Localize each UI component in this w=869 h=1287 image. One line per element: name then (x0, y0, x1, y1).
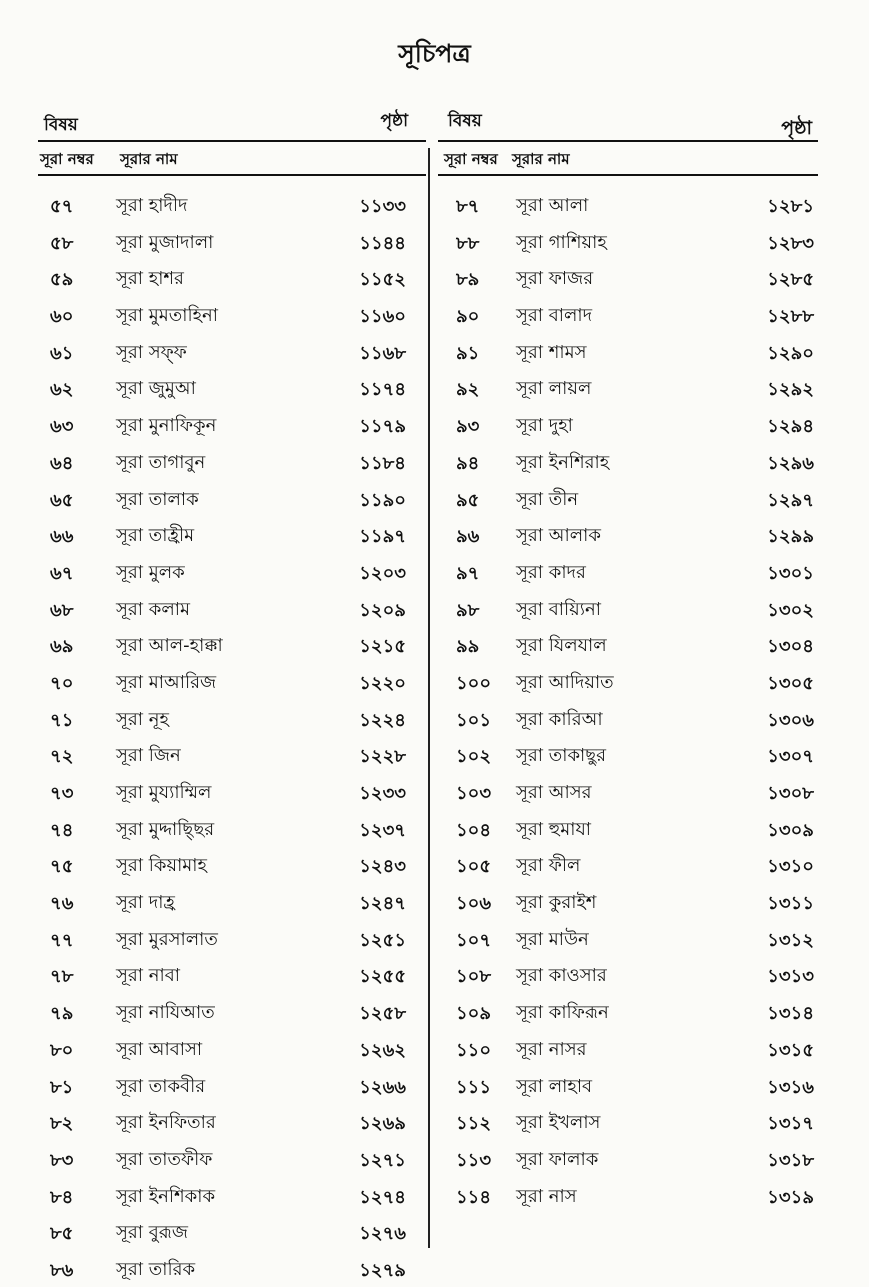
page-number: ১২৭৬ (359, 1223, 406, 1245)
header-page: পৃষ্ঠা (781, 117, 812, 139)
toc-entry (438, 223, 818, 260)
page-number: ১১৯০ (359, 489, 406, 511)
left-column (38, 102, 426, 1287)
page-number: ১২২৪ (359, 709, 406, 731)
page-number: ১৩০৬ (767, 709, 814, 731)
surah-name: সূরা তাকাছুর (516, 745, 607, 767)
surah-name: সূরা গাশিয়াহ (516, 231, 607, 253)
header-page: পৃষ্ঠা (380, 111, 408, 131)
toc-entry (438, 626, 818, 663)
surah-name: সূরা সফ্ফ (116, 341, 187, 363)
toc-entry (38, 590, 426, 627)
surah-name: সূরা কাফিরূন (516, 1002, 609, 1024)
toc-entry (38, 993, 426, 1030)
toc-entry (438, 296, 818, 333)
page-number: ১২৬২ (359, 1039, 406, 1061)
toc-entry (438, 1103, 818, 1140)
surah-number: ৫৯ (50, 269, 74, 291)
surah-name: সূরা ইনশিকাক (116, 1185, 216, 1207)
surah-number: ৬৫ (50, 489, 74, 511)
surah-number: ৭৯ (50, 1003, 74, 1025)
surah-number: ১০৫ (456, 856, 492, 878)
toc-entry (438, 480, 818, 517)
page-number: ১২০৯ (359, 599, 406, 621)
toc-entry (438, 663, 818, 700)
toc-entry (38, 883, 426, 920)
surah-name: সূরা তাগাবুন (116, 451, 206, 473)
page-number: ১৩০২ (767, 599, 814, 621)
toc-entry (38, 846, 426, 883)
page-number: ১২৯০ (767, 342, 814, 364)
surah-number: ৬৪ (50, 452, 74, 474)
surah-number: ৬১ (50, 342, 74, 364)
toc-entry (38, 1103, 426, 1140)
surah-number: ৯৩ (456, 416, 480, 438)
page-number: ১৩১০ (767, 856, 814, 878)
surah-name: সূরা জুমুআ (116, 378, 196, 400)
page-number: ১২৪৩ (359, 856, 406, 878)
toc-entry (438, 443, 818, 480)
page-number: ১৩০৮ (767, 783, 814, 804)
surah-number: ৭৩ (50, 783, 74, 804)
surah-number: ৭৫ (50, 856, 74, 878)
surah-name: সূরা বায়্যিনা (516, 598, 601, 620)
surah-number: ১০২ (456, 746, 492, 768)
surah-name: সূরা আল-হাক্কা (116, 635, 223, 657)
surah-number: ১১২ (456, 1113, 492, 1135)
subheader-rule (438, 174, 818, 176)
page-number: ১২৯৯ (767, 526, 814, 548)
surah-number: ৭৬ (50, 893, 74, 915)
page-number: ১১৭৪ (359, 379, 406, 401)
surah-name: সূরা লাহাব (516, 1075, 593, 1097)
page-number: ১২৭৪ (359, 1186, 406, 1208)
surah-number: ৯১ (456, 342, 480, 364)
page-number: ১২৯২ (767, 379, 814, 401)
surah-number: ৬০ (50, 306, 74, 328)
toc-entry (438, 333, 818, 370)
page-title: সূচিপত্র (398, 39, 471, 68)
surah-name: সূরা আবাসা (116, 1038, 203, 1060)
surah-name: সূরা ইনফিতার (116, 1112, 216, 1134)
surah-number: ৭৮ (50, 966, 74, 988)
toc-entry (38, 956, 426, 993)
surah-name: সূরা কাদর (516, 561, 586, 583)
surah-name: সূরা কাওসার (516, 965, 607, 987)
page-number: ১২২৮ (359, 746, 406, 768)
toc-entry (38, 700, 426, 737)
surah-name: সূরা তাকবীর (116, 1075, 206, 1097)
toc-entry (438, 1067, 818, 1104)
page-number: ১৩১৫ (767, 1039, 814, 1061)
surah-number: ৯০ (456, 306, 480, 328)
toc-entry (438, 956, 818, 993)
surah-name: সূরা হাদীদ (116, 195, 188, 216)
page-number: ১২৩৭ (359, 819, 406, 841)
surah-name: সূরা ইনশিরাহ (516, 451, 610, 473)
surah-number: ৮৩ (50, 1149, 74, 1171)
page-number: ১৩১৮ (767, 1149, 814, 1171)
page-number: ১৩০৫ (767, 672, 814, 694)
surah-name: সূরা মুদ্দাছ্ছির (116, 818, 215, 840)
page-number: ১১৬০ (359, 306, 406, 328)
page-number: ১২১৫ (359, 636, 406, 658)
surah-number: ৯৬ (456, 526, 480, 548)
page-number: ১৩১২ (767, 929, 814, 951)
toc-entry (38, 443, 426, 480)
page-number: ১২৮৩ (767, 232, 814, 254)
surah-number: ৮৭ (456, 196, 480, 217)
page-number: ১২৩৩ (359, 783, 406, 804)
surah-name: সূরা মুমতাহিনা (116, 305, 219, 327)
toc-entry (38, 516, 426, 553)
page-number: ১৩১৩ (767, 966, 814, 988)
toc-entry (38, 480, 426, 517)
surah-name: সূরা কুরাইশ (516, 892, 597, 914)
surah-number: ৭২ (50, 746, 74, 768)
surah-number: ৭৭ (50, 929, 74, 951)
page-number: ১২৪৭ (359, 893, 406, 915)
surah-number: ১১৩ (456, 1149, 492, 1171)
page-number: ১১৪৪ (359, 232, 406, 254)
surah-name: সূরা নাসর (516, 1038, 587, 1060)
header-subject: বিষয় (448, 111, 482, 131)
subheader-row (438, 142, 818, 174)
page-number: ১২৯৬ (767, 452, 814, 474)
toc-entry (38, 186, 426, 223)
page-number: ১২৫৮ (359, 1003, 406, 1025)
header-row (38, 102, 426, 140)
surah-name: সূরা আলা (516, 195, 589, 216)
toc-entry (438, 810, 818, 847)
surah-number: ৬৯ (50, 636, 74, 658)
subheader-number: সূরা নম্বর (40, 150, 94, 168)
page-number: ১২৭১ (359, 1149, 406, 1171)
toc-entry (438, 1177, 818, 1214)
surah-number: ১০৩ (456, 783, 492, 804)
surah-number: ৬৮ (50, 599, 74, 621)
page-number: ১২০৩ (359, 562, 406, 584)
toc-entry (438, 406, 818, 443)
toc-entry (438, 553, 818, 590)
page-number: ১২৬৯ (359, 1113, 406, 1135)
page-number: ১১৩৩ (359, 196, 406, 217)
toc-entry (38, 223, 426, 260)
toc-entry (438, 590, 818, 627)
surah-number: ৯৮ (456, 599, 480, 621)
page-number: ১১৮৪ (359, 452, 406, 474)
surah-name: সূরা জিন (116, 745, 181, 767)
surah-number: ৯৪ (456, 452, 480, 474)
surah-number: ১০৬ (456, 893, 492, 915)
surah-name: সূরা ফাজর (516, 268, 594, 290)
page-number: ১৩১১ (767, 893, 814, 915)
surah-number: ৬৭ (50, 562, 74, 584)
surah-number: ৬৬ (50, 526, 74, 548)
surah-number: ৭১ (50, 709, 74, 731)
subheader-rule (38, 174, 426, 176)
surah-number: ১০৪ (456, 819, 492, 841)
page-number: ১২২০ (359, 672, 406, 694)
toc-entry (38, 259, 426, 296)
surah-name: সূরা তীন (516, 488, 579, 510)
surah-number: ৮৯ (456, 269, 480, 291)
page-number: ১৩১৭ (767, 1113, 814, 1135)
surah-name: সূরা আদিয়াত (516, 671, 614, 693)
toc-entry (38, 773, 426, 810)
subheader-row (38, 142, 426, 174)
toc-entry (438, 700, 818, 737)
surah-name: সূরা বুরূজ (116, 1222, 188, 1244)
surah-name: সূরা হুমাযা (516, 818, 592, 840)
surah-name: সূরা মাআরিজ (116, 671, 217, 693)
page-number: ১১৬৮ (359, 342, 406, 364)
entry-list (438, 186, 818, 1213)
page-number: ১২৫৫ (359, 966, 406, 988)
surah-name: সূরা আসর (516, 782, 592, 803)
surah-name: সূরা দাহ্র (116, 892, 175, 914)
surah-number: ৮১ (50, 1076, 74, 1098)
toc-entry (438, 920, 818, 957)
surah-number: ১০৮ (456, 966, 492, 988)
surah-number: ৯৯ (456, 636, 480, 658)
subheader-name: সূরার নাম (120, 150, 178, 168)
surah-number: ১০৭ (456, 929, 492, 951)
surah-name: সূরা নাবা (116, 965, 180, 987)
page-number: ১৩০১ (767, 562, 814, 584)
page-number: ১২৬৬ (359, 1076, 406, 1098)
toc-entry (38, 1030, 426, 1067)
surah-name: সূরা কিয়ামাহ (116, 855, 207, 877)
toc-entry (38, 736, 426, 773)
surah-name: সূরা মাউন (516, 928, 589, 950)
page-number: ১১৯৭ (359, 526, 406, 548)
page-number: ১২৯৪ (767, 416, 814, 438)
surah-name: সূরা নাস (516, 1185, 577, 1207)
toc-entry (38, 406, 426, 443)
subheader-name: সূরার নাম (512, 150, 570, 168)
surah-number: ৯২ (456, 379, 480, 401)
column-divider (428, 148, 430, 1248)
toc-entry (38, 1213, 426, 1250)
toc-entry (438, 883, 818, 920)
page-number: ১৩১৬ (767, 1076, 814, 1098)
page-number: ১২৮৫ (767, 269, 814, 291)
surah-name: সূরা কলাম (116, 598, 190, 620)
surah-number: ১১৪ (456, 1186, 492, 1208)
surah-name: সূরা তারিক (116, 1258, 196, 1280)
surah-name: সূরা তাতফীফ (116, 1148, 213, 1170)
toc-entry (38, 333, 426, 370)
surah-number: ৯৭ (456, 562, 480, 584)
toc-entry (38, 1140, 426, 1177)
toc-entry (38, 920, 426, 957)
toc-entry (438, 516, 818, 553)
page-number: ১২৫১ (359, 929, 406, 951)
page-number: ১২৮১ (767, 196, 814, 217)
header-subject: বিষয় (44, 115, 78, 135)
surah-name: সূরা ইখলাস (516, 1112, 601, 1134)
surah-name: সূরা কারিআ (516, 708, 603, 730)
toc-entry (38, 1177, 426, 1214)
right-column (438, 102, 818, 1213)
surah-name: সূরা আলাক (516, 525, 601, 547)
page-number: ১৩১৯ (767, 1186, 814, 1208)
surah-number: ৮০ (50, 1039, 74, 1061)
page-number: ১৩০৯ (767, 819, 814, 841)
surah-number: ৮৬ (50, 1259, 74, 1281)
toc-entry (438, 773, 818, 810)
surah-name: সূরা লায়ল (516, 378, 592, 400)
toc-entry (438, 736, 818, 773)
surah-number: ৭০ (50, 672, 74, 694)
page-number: ১২৯৭ (767, 489, 814, 511)
entry-list (38, 186, 426, 1287)
surah-name: সূরা মুনাফিকূন (116, 415, 217, 437)
page-number: ১২৮৮ (767, 306, 814, 328)
surah-number: ৮৮ (456, 232, 480, 254)
surah-number: ৮৫ (50, 1223, 74, 1245)
page-number: ১২৭৯ (359, 1259, 406, 1281)
surah-name: সূরা মুজাদালা (116, 231, 214, 253)
toc-entry (438, 1140, 818, 1177)
surah-number: ৬৩ (50, 416, 74, 438)
toc-entry (38, 810, 426, 847)
toc-entry (38, 296, 426, 333)
toc-entry (438, 993, 818, 1030)
surah-name: সূরা দুহা (516, 415, 573, 437)
surah-number: ১০১ (456, 709, 492, 731)
header-row (438, 102, 818, 140)
toc-entry (38, 663, 426, 700)
toc-entry (438, 1030, 818, 1067)
toc-entry (438, 846, 818, 883)
page-number: ১১৫২ (359, 269, 406, 291)
surah-name: সূরা ফীল (516, 855, 581, 877)
page-number: ১৩০৭ (767, 746, 814, 768)
surah-name: সূরা হাশর (116, 268, 184, 290)
surah-number: ৭৪ (50, 819, 74, 841)
page-number: ১১৭৯ (359, 416, 406, 438)
page-number: ১৩১৪ (767, 1003, 814, 1025)
surah-name: সূরা বালাদ (516, 305, 593, 327)
toc-entry (438, 186, 818, 223)
surah-name: সূরা যিলযাল (516, 635, 607, 657)
toc-entry (38, 626, 426, 663)
surah-number: ৬২ (50, 379, 74, 401)
toc-entry (38, 369, 426, 406)
subheader-number: সূরা নম্বর (444, 150, 498, 168)
toc-entry (38, 1067, 426, 1104)
toc-entry (38, 1250, 426, 1287)
surah-name: সূরা নূহ (116, 708, 169, 730)
surah-name: সূরা তাহ্রীম (116, 525, 195, 547)
surah-number: ৮২ (50, 1113, 74, 1135)
surah-number: ১০০ (456, 672, 492, 694)
toc-entry (38, 553, 426, 590)
page-number: ১৩০৪ (767, 636, 814, 658)
surah-name: সূরা মুরসালাত (116, 928, 218, 950)
surah-name: সূরা মুয্যাম্মিল (116, 782, 212, 803)
surah-name: সূরা মুলক (116, 561, 185, 583)
surah-number: ১১১ (456, 1076, 492, 1098)
surah-name: সূরা ফালাক (516, 1148, 599, 1170)
surah-number: ১০৯ (456, 1003, 492, 1025)
surah-name: সূরা শামস (516, 341, 587, 363)
surah-number: ৫৮ (50, 232, 74, 254)
toc-entry (438, 369, 818, 406)
surah-name: সূরা তালাক (116, 488, 199, 510)
surah-number: ৮৪ (50, 1186, 74, 1208)
surah-number: ৫৭ (50, 196, 74, 217)
surah-number: ১১০ (456, 1039, 492, 1061)
toc-entry (438, 259, 818, 296)
surah-number: ৯৫ (456, 489, 480, 511)
surah-name: সূরা নাযিআত (116, 1002, 215, 1024)
